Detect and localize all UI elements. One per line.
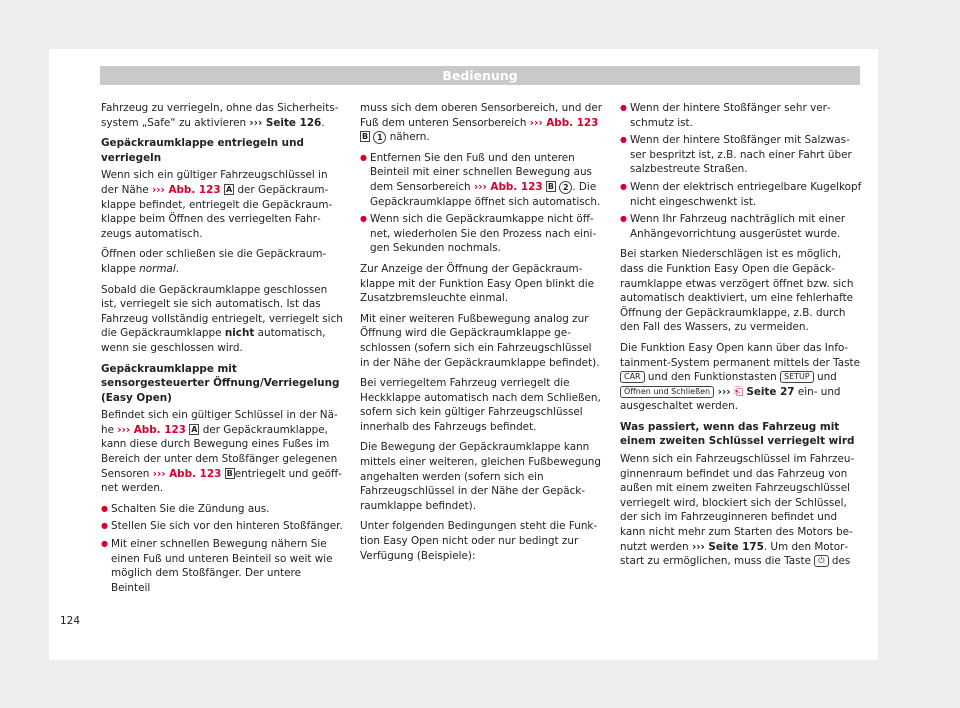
figure-label-badge: A <box>191 424 198 434</box>
column-2 <box>360 101 602 569</box>
column-3 <box>620 101 862 575</box>
paragraph: Bei starken Niederschlägen ist es möglich, dass die Funktion Easy Open die Gepäckraumklappe etwas verzögert öffnet bzw. sich automatisch deaktiviert, um eine fehlerhafte Öffnung der Gepäckraumklappe, z.B. durch den Fall des Wassers, zu vermeiden. <box>620 248 854 334</box>
start-button-icon: ⏻ <box>814 555 828 567</box>
list-item: ● Entfernen Sie den Fuß und den unteren Beinteil mit einer schnellen Bewegung aus dem Sensorbereich ››› Abb. 123 B 2 . Die Gepäckraumklappe öffnet sich automatisch. <box>360 151 602 209</box>
paragraph: muss sich dem oberen Sensorbereich, und der Fuß dem unteren Sensorbereich ››› Abb. 123 B 1 nähern. <box>360 102 602 144</box>
column-1 <box>101 101 343 601</box>
figure-link[interactable]: ››› Abb. 123 <box>151 183 221 196</box>
list-item: ● Schalten Sie die Zündung aus. <box>101 502 343 517</box>
subheading: Was passiert, wenn das Fahrzeug mit einem zweiten Schlüssel verriegelt wird <box>620 420 855 448</box>
list-item: ● Wenn der hintere Stoßfänger mit Salzwasser bespritzt ist, z.B. nach einer Fahrt über salzbestreute Straßen. <box>620 133 862 177</box>
figure-label-badge: A <box>225 184 233 194</box>
paragraph: Fahrzeug zu verriegeln, ohne das Sicherheitssystem „Safe“ zu aktivieren ››› Seite 126. <box>101 102 339 129</box>
paragraph: Wenn sich ein gültiger Fahrzeugschlüssel in der Nähe ››› Abb. 123 A der Gepäckraumklappe befindet, entriegelt die Gepäckraumklappe beim Öffnen des verriegelten Fahrzeugs automatisch. <box>101 169 333 240</box>
callout-number-badge: 1 <box>373 131 386 144</box>
paragraph: Wenn sich ein Fahrzeugschlüssel im Fahrzeuginnenraum befindet und das Fahrzeug von außen mit einem zweiten Fahrzeugschlüssel verriegelt wird, blockiert sich der Schlüssel, der sich im Fahrzeuginneren befindet und kann nicht mehr zum Starten des Motors benutzt werden ››› Seite 175. Um den Motorstart zu ermöglichen, muss die Taste ⏻ des <box>620 453 855 568</box>
subheading: Gepäckraumklappe mit sensorgesteuerter Öffnung/Verriegelung (Easy Open) <box>101 362 340 404</box>
list-item: ● Wenn sich die Gepäckraumkappe nicht öffnet, wiederholen Sie den Prozess nach einigen Sekunden nochmals. <box>360 212 602 256</box>
open-close-key-badge: Öffnen und Schließen <box>620 386 714 398</box>
paragraph: Mit einer weiteren Fußbewegung analog zur Öffnung wird die Gepäckraumklappe geschlossen (sofern sich ein Fahrzeugschlüssel in der Nähe der Gepäckraumklappe befindet). <box>360 312 600 369</box>
paragraph: Unter folgenden Bedingungen steht die Funktion Easy Open nicht oder nur bedingt zur Verfügung (Beispiele): <box>360 520 598 562</box>
figure-link[interactable]: ››› Abb. 123 <box>152 467 222 480</box>
figure-link[interactable]: ››› Abb. 123 <box>529 116 599 129</box>
list-item: ● Wenn Ihr Fahrzeug nachträglich mit einer Anhängevorrichtung ausgerüstet wurde. <box>620 212 862 241</box>
page-number: 124 <box>60 615 81 627</box>
setup-key-badge: SETUP <box>780 371 814 383</box>
section-header: Bedienung <box>100 66 860 85</box>
figure-label-badge: B <box>226 468 233 478</box>
paragraph: Öffnen oder schließen sie die Gepäckraumklappe normal. <box>101 248 327 275</box>
paragraph: Bei verriegeltem Fahrzeug verriegelt die Heckklappe automatisch nach dem Schließen, sofern sich kein gültiger Fahrzeugschlüssel innerhalb des Fahrzeugs befindet. <box>360 377 601 433</box>
bullet-list <box>620 101 862 241</box>
figure-label-badge: B <box>362 132 369 142</box>
callout-number-badge: 2 <box>559 181 572 194</box>
paragraph: Die Funktion Easy Open kann über das Infotainment-System permanent mittels der Taste CAR und den Funktionstasten SETUP und Öffnen und Schließen ››› ⎗ Seite 27 ein- und ausgeschaltet werden. <box>620 341 860 413</box>
figure-link[interactable]: ››› Abb. 123 <box>117 423 186 436</box>
car-key-badge: CAR <box>620 371 645 383</box>
list-item: ● Wenn der elektrisch entriegelbare Kugelkopf nicht eingeschwenkt ist. <box>620 180 862 209</box>
info-page-icon: ⎗ <box>734 384 744 398</box>
paragraph: Die Bewegung der Gepäckraumklappe kann mittels einer weiteren, gleichen Fußbewegung angehalten werden (sofern sich ein Fahrzeugschlüssel in der Nähe der Gepäckraumklappe befindet). <box>360 441 601 512</box>
paragraph: Befindet sich ein gültiger Schlüssel in der Nähe ››› Abb. 123 A der Gepäckraumklappe, kann diese durch Bewegung eines Fußes im Bereich der unter dem Stoßfänger gelegenen Sensoren ››› Abb. 123 B entriegelt und geöffnet werden. <box>101 409 342 495</box>
list-item: ● Mit einer schnellen Bewegung nähern Sie einen Fuß und unteren Beinteil so weit wie möglich dem Stoßfänger. Der untere Beinteil <box>101 537 343 595</box>
figure-label-badge: B <box>547 181 555 191</box>
paragraph: Sobald die Gepäckraumklappe geschlossen ist, verriegelt sie sich automatisch. Ist das Fahrzeug vollständig entriegelt, verriegelt sich die Gepäckraumklappe nicht automatisch, wenn sie geschlossen wird. <box>101 283 343 354</box>
bullet-list <box>360 151 602 256</box>
figure-link[interactable]: ››› Abb. 123 <box>473 180 543 193</box>
subheading: Gepäckraumklappe entriegeln und verriegeln <box>101 137 304 164</box>
paragraph: Zur Anzeige der Öffnung der Gepäckraumklappe mit der Funktion Easy Open blinkt die Zusatzbremsleuchte einmal. <box>360 262 594 305</box>
page-link[interactable]: ››› Seite 126 <box>249 116 322 129</box>
list-item: ● Stellen Sie sich vor den hinteren Stoßfänger. <box>101 519 343 534</box>
bullet-list <box>101 502 343 596</box>
page-link[interactable]: Seite 27 <box>746 385 795 398</box>
page-link[interactable]: ››› Seite 175 <box>691 540 764 553</box>
list-item: ● Wenn der hintere Stoßfänger sehr verschmutz ist. <box>620 101 862 130</box>
